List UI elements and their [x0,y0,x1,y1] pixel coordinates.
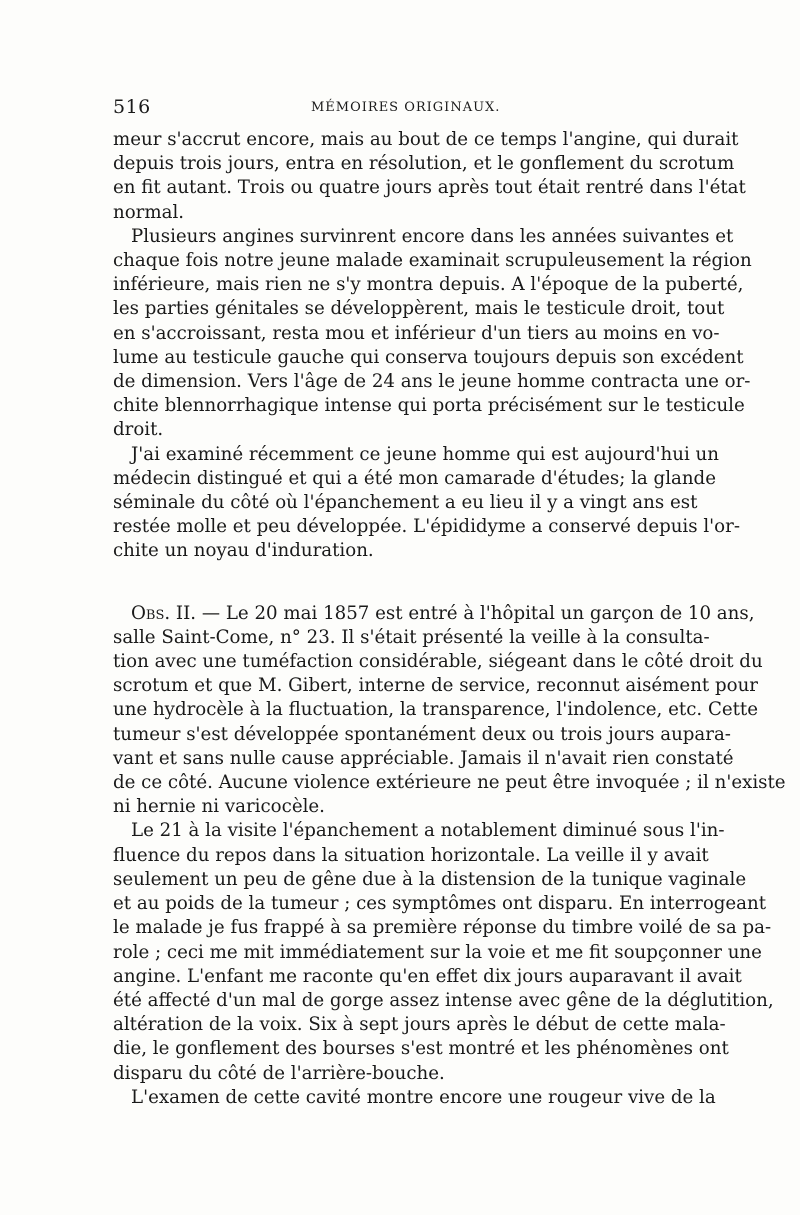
paragraph [113,443,740,564]
text-line: role ; ceci me mit immédiatement sur la voie et me fit soupçonner une [113,941,762,963]
text-line [113,602,755,626]
paragraph [113,819,774,1085]
text-line: une hydrocèle à la fluctuation, la transparence, l'indolence, etc. Cette [113,699,758,721]
text-line: meur s'accrut encore, mais au bout de ce temps l'angine, qui durait [113,129,739,150]
text-line: die, le gonflement des bourses s'est montré et les phénomènes ont [113,1038,729,1060]
page-header [113,96,687,122]
text-line: J'ai examiné récemment ce jeune homme qui est aujourd'hui un [131,443,719,465]
text-line: les parties génitales se développèrent, mais le testicule droit, tout [113,298,725,320]
text-line: chite un noyau d'induration. [113,540,374,562]
text-line: normal. [113,201,185,223]
text-line: ni hernie ni varicocèle. [113,796,325,818]
text-line: de dimension. Vers l'âge de 24 ans le jeune homme contracta une or- [113,371,751,393]
paragraph [113,128,746,225]
text-line: tion avec une tuméfaction considérable, siégeant dans le côté droit du [113,651,763,673]
running-title: MÉMOIRES ORIGINAUX. [311,100,501,115]
paragraph [113,225,752,443]
text-line: chite blennorrhagique intense qui porta précisément sur le testicule [113,395,745,417]
text-line: Plusieurs angines survinrent encore dans les années suivantes et [131,225,734,247]
paragraph [113,1086,716,1110]
text-line: seulement un peu de gêne due à la distension de la tunique vaginale [113,868,747,890]
page-number: 516 [113,96,151,118]
section-gap [113,564,687,602]
text-line: fluence du repos dans la situation horizontale. La veille il y avait [113,844,709,866]
body-text [113,128,786,1110]
text-line: disparu du côté de l'arrière-bouche. [113,1062,445,1084]
text-line: et au poids de la tumeur ; ces symptômes ont disparu. En interrogeant [113,893,767,915]
text-line: vant et sans nulle cause appréciable. Jamais il n'avait rien constaté [113,747,734,769]
text-line: lume au testicule gauche qui conserva toujours depuis son excédent [113,346,744,368]
text-line: droit. [113,419,164,441]
text-line: séminale du côté où l'épanchement a eu lieu il y a vingt ans est [113,492,698,514]
text-line-rest: — Le 20 mai 1857 est entré à l'hôpital un garçon de 10 ans, [196,602,755,624]
text-line: angine. L'enfant me raconte qu'en effet dix jours auparavant il avait [113,965,742,987]
text-line: de ce côté. Aucune violence extérieure ne peut être invoquée ; il n'existe [113,772,786,794]
text-line: salle Saint-Come, n° 23. Il s'était présenté la veille à la consulta- [113,626,710,648]
text-line: inférieure, mais rien ne s'y montra depuis. A l'époque de la puberté, [113,274,744,296]
text-line: restée molle et peu développée. L'épididyme a conservé depuis l'or- [113,516,740,538]
text-line: en s'accroissant, resta mou et inférieur d'un tiers au moins en vo- [113,322,720,344]
text-line: médecin distingué et qui a été mon camarade d'études; la glande [113,467,716,489]
text-line: été affecté d'un mal de gorge assez intense avec gêne de la déglutition, [113,989,774,1011]
text-line: le malade je fus frappé à sa première réponse du timbre voilé de sa pa- [113,917,772,939]
text-line: en fit autant. Trois ou quatre jours après tout était rentré dans l'état [113,177,746,199]
observation-paragraph [113,602,786,820]
text-line: depuis trois jours, entra en résolution, et le gonflement du scrotum [113,153,735,175]
text-line: tumeur s'est développée spontanément deux ou trois jours aupara- [113,723,731,745]
text-line: L'examen de cette cavité montre encore une rougeur vive de la [131,1086,716,1108]
text-line: altération de la voix. Six à sept jours après le début de cette mala- [113,1014,726,1036]
text-line: scrotum et que M. Gibert, interne de service, reconnut aisément pour [113,675,758,697]
observation-label: Obs. II. [131,602,197,624]
text-line: Le 21 à la visite l'épanchement a notablement diminué sous l'in- [131,820,725,842]
text-line: chaque fois notre jeune malade examinait scrupuleusement la région [113,250,752,272]
